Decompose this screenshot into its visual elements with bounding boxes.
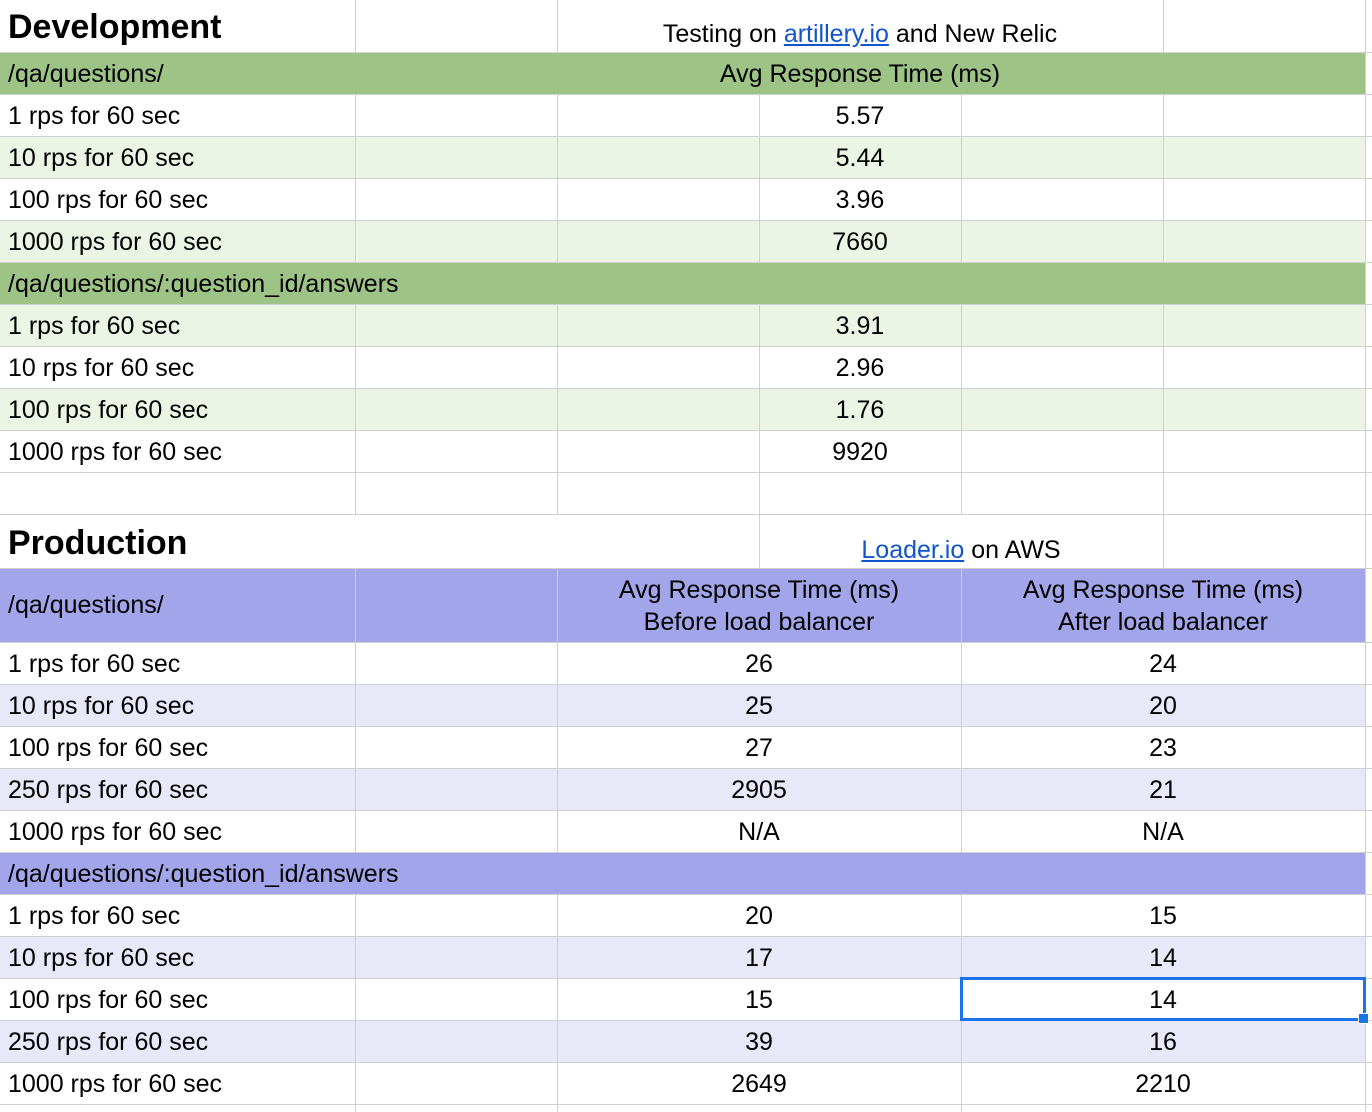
fill-handle[interactable]: [1358, 1013, 1369, 1024]
banner-suffix: and New Relic: [888, 20, 1058, 48]
before-lb-cell[interactable]: 25: [745, 691, 773, 720]
response-time-cell[interactable]: 3.96: [835, 185, 885, 214]
after-lb-cell[interactable]: 14: [1149, 985, 1177, 1014]
dev-endpoint-header[interactable]: /qa/questions/: [8, 59, 164, 88]
prod-endpoint-header[interactable]: /qa/questions/:question_id/answers: [8, 859, 399, 888]
response-time-cell[interactable]: 1.76: [835, 395, 885, 424]
after-lb-cell[interactable]: 21: [1149, 775, 1177, 804]
before-header-line2: Before load balancer: [643, 607, 875, 636]
row-label[interactable]: 250 rps for 60 sec: [8, 775, 209, 804]
before-lb-cell[interactable]: 15: [745, 985, 773, 1014]
after-lb-cell[interactable]: N/A: [1142, 817, 1184, 846]
response-time-cell[interactable]: 5.44: [835, 143, 885, 172]
response-time-cell[interactable]: 9920: [832, 437, 888, 466]
row-label[interactable]: 10 rps for 60 sec: [8, 943, 195, 972]
row-label[interactable]: 1000 rps for 60 sec: [8, 437, 223, 466]
artillery-link[interactable]: artillery.io: [783, 20, 889, 48]
production-banner[interactable]: [759, 515, 1163, 569]
row-label[interactable]: 10 rps for 60 sec: [8, 353, 195, 382]
prod-endpoint-header[interactable]: /qa/questions/: [8, 591, 164, 619]
row-label[interactable]: 100 rps for 60 sec: [8, 185, 209, 214]
row-label[interactable]: 1 rps for 60 sec: [8, 311, 181, 340]
row-label[interactable]: 1000 rps for 60 sec: [8, 1069, 223, 1098]
row-label[interactable]: 1000 rps for 60 sec: [8, 817, 223, 846]
dev-column-header[interactable]: Avg Response Time (ms): [719, 59, 1001, 88]
after-lb-cell[interactable]: 24: [1149, 649, 1177, 678]
after-header-line2: After load balancer: [1058, 607, 1268, 636]
development-banner[interactable]: [557, 0, 1163, 53]
after-lb-cell[interactable]: 16: [1149, 1027, 1177, 1056]
before-lb-cell[interactable]: N/A: [738, 817, 780, 846]
row-label[interactable]: 10 rps for 60 sec: [8, 691, 195, 720]
active-cell-selection[interactable]: [960, 977, 1366, 1021]
production-title[interactable]: Production: [8, 524, 188, 562]
before-lb-cell[interactable]: 20: [745, 901, 773, 930]
before-lb-cell[interactable]: 2649: [731, 1069, 787, 1098]
banner-prefix: Testing on: [662, 20, 784, 48]
after-lb-cell[interactable]: 23: [1149, 733, 1177, 762]
response-time-cell[interactable]: 3.91: [835, 311, 885, 340]
row-label[interactable]: 1 rps for 60 sec: [8, 901, 181, 930]
row-label[interactable]: 1000 rps for 60 sec: [8, 227, 223, 256]
banner-suffix: on AWS: [964, 536, 1061, 564]
row-label[interactable]: 100 rps for 60 sec: [8, 733, 209, 762]
after-lb-cell[interactable]: 15: [1149, 901, 1177, 930]
row-label[interactable]: 250 rps for 60 sec: [8, 1027, 209, 1056]
after-lb-cell[interactable]: 20: [1149, 691, 1177, 720]
before-lb-cell[interactable]: 26: [745, 649, 773, 678]
row-label[interactable]: 1 rps for 60 sec: [8, 649, 181, 678]
response-time-cell[interactable]: 7660: [832, 227, 888, 256]
before-header-line1: Avg Response Time (ms): [618, 575, 900, 604]
after-lb-header[interactable]: [961, 569, 1365, 642]
row-label[interactable]: 1 rps for 60 sec: [8, 101, 181, 130]
response-time-cell[interactable]: 2.96: [835, 353, 885, 382]
row-label[interactable]: 100 rps for 60 sec: [8, 395, 209, 424]
row-label[interactable]: 10 rps for 60 sec: [8, 143, 195, 172]
row-label[interactable]: 100 rps for 60 sec: [8, 985, 209, 1014]
before-lb-cell[interactable]: 39: [745, 1027, 773, 1056]
before-lb-cell[interactable]: 27: [745, 733, 773, 762]
before-lb-cell[interactable]: 17: [745, 943, 773, 972]
development-title[interactable]: Development: [8, 8, 222, 46]
response-time-cell[interactable]: 5.57: [835, 101, 885, 130]
before-lb-header[interactable]: [557, 569, 961, 642]
after-lb-cell[interactable]: 2210: [1135, 1069, 1191, 1098]
after-lb-cell[interactable]: 14: [1149, 943, 1177, 972]
loader-link[interactable]: Loader.io: [861, 536, 965, 564]
after-header-line1: Avg Response Time (ms): [1022, 575, 1304, 604]
dev-endpoint-header[interactable]: /qa/questions/:question_id/answers: [8, 269, 399, 298]
before-lb-cell[interactable]: 2905: [731, 775, 787, 804]
